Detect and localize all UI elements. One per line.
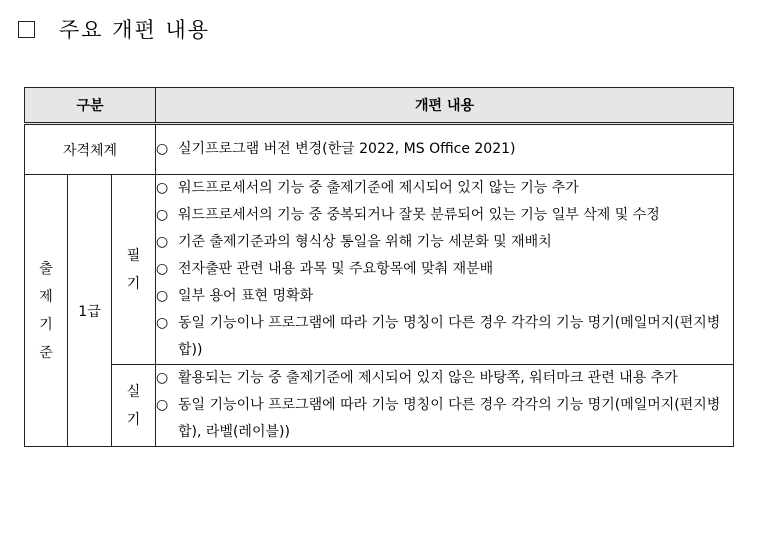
criteria-label: 출 제 기 준 [25, 175, 68, 447]
section-heading [18, 14, 210, 44]
circle-bullet-icon: ○ [156, 141, 169, 157]
header-row [25, 88, 734, 124]
list-item: ○ 워드프로세서의 기능 중 중복되거나 잘못 분류되어 있는 기능 일부 삭제 및 수정 [156, 202, 733, 229]
circle-bullet-icon: ○ [156, 397, 169, 413]
practical-content [156, 365, 734, 447]
header-content: 개편 내용 [156, 88, 734, 124]
list-item: ○ 실기프로그램 버전 변경(한글 2022, MS Office 2021) [156, 136, 733, 163]
circle-bullet-icon: ○ [156, 180, 169, 196]
qualification-content [156, 124, 734, 175]
list-item: ○ 워드프로세서의 기능 중 출제기준에 제시되어 있지 않는 기능 추가 [156, 175, 733, 202]
circle-bullet-icon: ○ [156, 315, 169, 331]
row-qualification [25, 124, 734, 175]
list-item: ○ 활용되는 기능 중 출제기준에 제시되어 있지 않은 바탕쪽, 워터마크 관련 내용 추가 [156, 365, 733, 392]
header-category: 구분 [25, 88, 156, 124]
circle-bullet-icon: ○ [156, 261, 169, 277]
level-label: 1급 [68, 175, 112, 447]
circle-bullet-icon: ○ [156, 288, 169, 304]
list-item: ○ 전자출판 관련 내용 과목 및 주요항목에 맞춰 재분배 [156, 256, 733, 283]
list-item: ○ 일부 용어 표현 명확화 [156, 283, 733, 310]
written-content [156, 175, 734, 365]
practical-label: 실 기 [112, 365, 156, 447]
circle-bullet-icon: ○ [156, 370, 169, 386]
list-item: ○ 동일 기능이나 프로그램에 따라 기능 명칭이 다른 경우 각각의 기능 명기(메일머지(편지병합)) [156, 310, 733, 364]
circle-bullet-icon: ○ [156, 234, 169, 250]
written-label: 필 기 [112, 175, 156, 365]
list-item: ○ 동일 기능이나 프로그램에 따라 기능 명칭이 다른 경우 각각의 기능 명기(메일머지(편지병합), 라벨(레이블)) [156, 392, 733, 446]
row-written [25, 175, 734, 365]
heading-title: 주요 개편 내용 [59, 18, 211, 42]
checkbox-square-icon [18, 21, 35, 38]
row-practical [25, 365, 734, 447]
revision-table [24, 87, 734, 447]
list-item: ○ 기준 출제기준과의 형식상 통일을 위해 기능 세분화 및 재배치 [156, 229, 733, 256]
qualification-label: 자격체계 [25, 124, 156, 175]
circle-bullet-icon: ○ [156, 207, 169, 223]
